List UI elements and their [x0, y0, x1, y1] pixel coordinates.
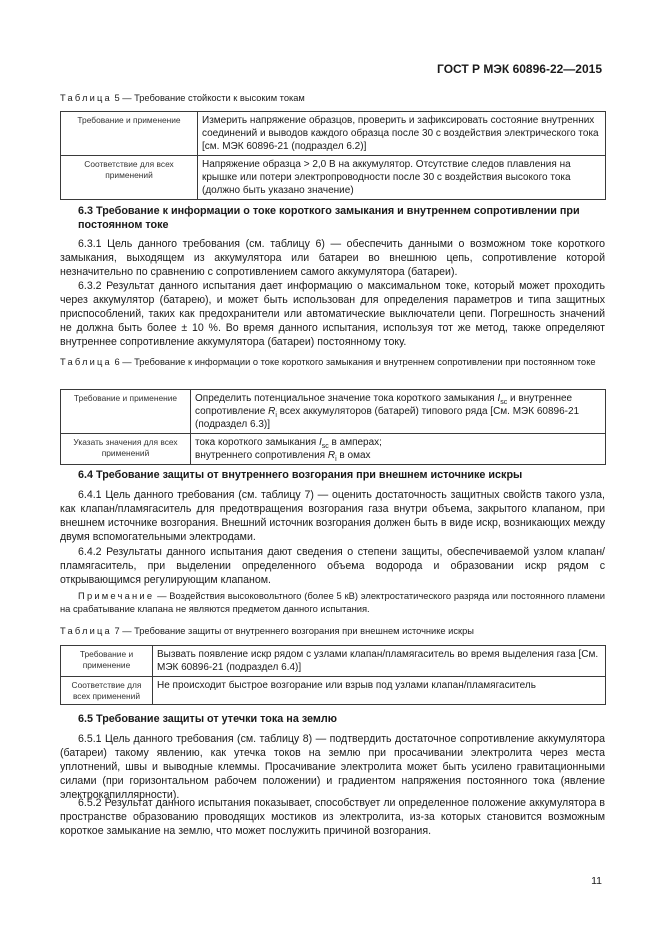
note-6-4: [60, 589, 605, 615]
table-cell: Требование и применение: [61, 390, 191, 434]
cell-text: внутреннего сопротивления: [195, 450, 328, 461]
paragraph-6-3-2: 6.3.2 Результат данного испытания дает информацию о максимальном токе, который может проходить через аккумулятор (батарею), и может быть использован для определения параметров и типа защитных приспособлений, таких как предохранители или автоматические выключатели цепи. Погрешность значений не должна быть более ± 10 %. Во время данного испытания, используя тот же метод, также определяют внутреннее сопротивление аккумулятора (батареи) постоянному току.: [60, 280, 605, 348]
table-7-caption: [60, 625, 605, 637]
table-cell: Измерить напряжение образцов, проверить и зафиксировать состояние внутренних соединений и выводов каждого образца после 30 с воздействия электрического тока [см. МЭК 60896-21 (подраздел 6.2)]: [198, 112, 606, 156]
subscript: sc: [321, 443, 329, 450]
table-row: [61, 434, 606, 465]
table-cell: Соответствие для всех применений: [61, 156, 198, 200]
symbol-r: R: [268, 406, 276, 417]
section-6-5-heading: 6.5 Требование защиты от утечки тока на землю: [78, 713, 337, 725]
note-label: Примечание: [78, 590, 155, 601]
table-cell: [191, 390, 606, 434]
symbol-i: I: [318, 437, 322, 448]
table-5-caption-text: 5 — Требование стойкости к высоким токам: [111, 93, 305, 103]
subscript: sc: [500, 399, 508, 406]
paragraph-6-5-1: 6.5.1 Цель данного требования (см. таблицу 8) — подтвердить достаточное сопротивление аккумулятора (батареи) такому явлению, как утечка токов на землю при просачивании электролита через места уплотнений, швы и выводные клеммы. Просачивание электролита может быть усилено гравитационными силами (при горизонтальном рабочем положении) и градиентом напряжения постоянного тока (явление электрокапиллярности).: [60, 733, 605, 801]
table-7-caption-text: 7 — Требование защиты от внутреннего возгорания при внешнем источнике искры: [111, 626, 474, 636]
document-id-header: ГОСТ Р МЭК 60896-22—2015: [437, 62, 602, 76]
table-cell: [191, 434, 606, 465]
table-cell: Не происходит быстрое возгорание или взрыв под узлами клапан/пламягаситель: [153, 677, 606, 705]
table-cell: Вызвать появление искр рядом с узлами клапан/пламягаситель во время выделения газа [См. МЭК 60896-21 (подраздел 6.4)]: [153, 646, 606, 677]
cell-text: и внутреннее сопротивление: [195, 393, 573, 417]
cell-text: всех аккумуляторов (батарей) типового ряда [См. МЭК 60896-21 (подраздел 6.3)]: [195, 406, 580, 430]
table-7: [60, 645, 606, 705]
table-row: [61, 646, 606, 677]
paragraph-6-4-1: 6.4.1 Цель данного требования (см. таблицу 7) — оценить достаточность защитных свойств такого узла, как клапан/пламягаситель для предотвращения возгорания газа внутри объема, закрытого клапаном, при внешнем источнике возгорания. Внешний источник возгорания должен быть в виде искр, возникающих между двумя вспомогательными электродами.: [60, 489, 605, 543]
table-6: [60, 389, 606, 465]
table-6-caption-text: 6 — Требование к информации о токе короткого замыкания и внутреннем сопротивлении при постоянном токе: [111, 357, 596, 367]
section-6-3-heading: 6.3 Требование к информации о токе короткого замыкания и внутреннем сопротивлении при постоянном токе: [78, 205, 580, 231]
table-5-caption: [60, 92, 605, 104]
cell-text: в амперах;: [328, 437, 382, 448]
symbol-i: I: [497, 393, 501, 404]
page-number: 11: [591, 875, 602, 887]
paragraph-6-3-1: 6.3.1 Цель данного требования (см. таблицу 6) — обеспечить данными о возможном токе короткого замыкания, выходящем из аккумулятора или батареи во внешнюю цепь, сопротивление которой незначительно по сравнению с сопротивлением самого аккумулятора (батареи).: [60, 238, 605, 278]
table-cell: Требование и применение: [61, 646, 153, 677]
cell-text: тока короткого замыкания: [195, 437, 319, 448]
table-cell: Соответствие для всех применений: [61, 677, 153, 705]
table-row: [61, 156, 606, 200]
table-6-caption: [60, 356, 605, 368]
section-6-4-heading: 6.4 Требование защиты от внутреннего возгорания при внешнем источнике искры: [78, 469, 523, 481]
table-6-caption-label: Таблица: [60, 357, 112, 367]
paragraph-6-5-2: 6.5.2 Результат данного испытания показывает, способствует ли определенное положение аккумулятора в пространстве образованию проводящих мостиков из электролита, из-за которых становится возможным короткое замыкание на землю, что может послужить причиной возгорания.: [60, 797, 605, 837]
table-cell: Требование и применение: [61, 112, 198, 156]
subscript: i: [275, 412, 277, 419]
paragraph-6-4-2: 6.4.2 Результаты данного испытания дают сведения о степени защиты, обеспечиваемой узлом клапан/пламягаситель, при выделении определенного объема водорода и образовании искр рядом с открывающимся регулирующим клапаном.: [60, 546, 605, 586]
table-7-caption-label: Таблица: [60, 626, 112, 636]
table-row: [61, 677, 606, 705]
cell-text: в омах: [336, 450, 371, 461]
table-cell: Напряжение образца > 2,0 В на аккумулятор. Отсутствие следов плавления на крышке или потери электропроводности после 30 с воздействия высокого тока (должно быть указано значение): [198, 156, 606, 200]
table-row: [61, 112, 606, 156]
table-row: [61, 390, 606, 434]
subscript: i: [335, 456, 337, 463]
note-text: — Воздействия высоковольтного (более 5 кВ) электростатического разряда или постоянного пламени на срабатывание клапана не являются предметом данного испытания.: [60, 590, 605, 614]
table-cell: Указать значения для всех применений: [61, 434, 191, 465]
table-5: [60, 111, 606, 200]
symbol-r: R: [327, 450, 336, 461]
cell-text: Определить потенциальное значение тока короткого замыкания: [195, 393, 498, 404]
table-5-caption-label: Таблица: [60, 93, 112, 103]
